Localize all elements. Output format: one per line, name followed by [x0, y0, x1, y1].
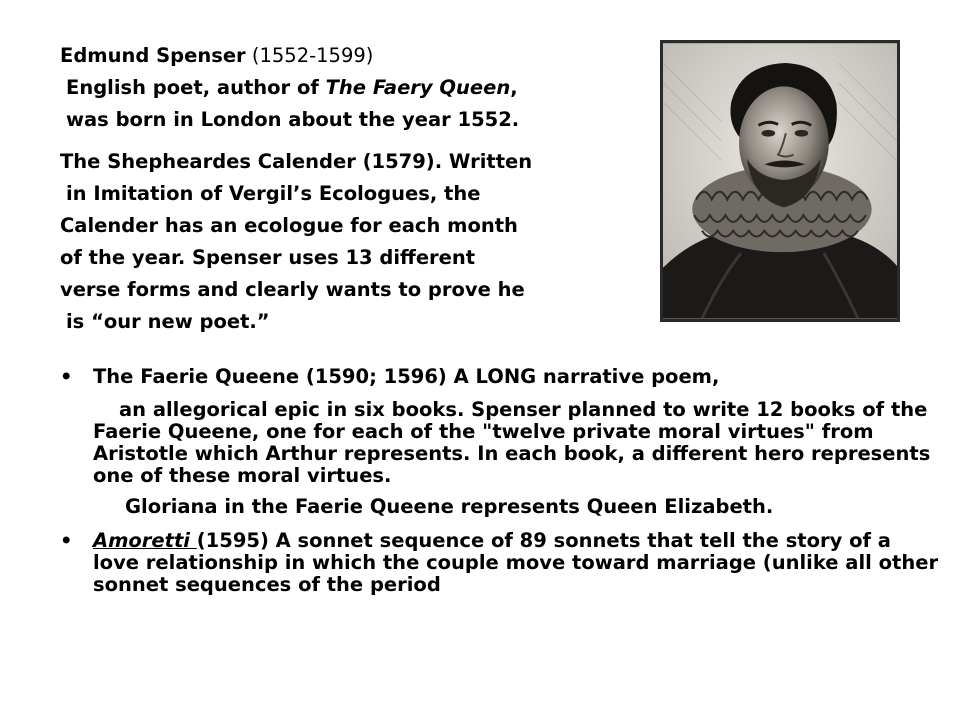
calender-line: of the year. Spenser uses 13 different [60, 246, 476, 269]
poet-dates: (1552-1599) [245, 44, 374, 67]
spenser-portrait [660, 40, 900, 322]
bullet-list [60, 361, 940, 596]
portrait-engraving-icon [663, 43, 897, 319]
gloriana-note [93, 491, 940, 523]
calender-line: in Imitation of Vergil’s Ecologues, the [66, 182, 481, 205]
faerie-queene-description [93, 399, 940, 487]
amoretti-title: Amoretti [93, 529, 197, 552]
amoretti-description [93, 525, 940, 596]
faerie-queene-description-first: an allegorical epic in six books. Spenser planned to write 12 [119, 398, 784, 421]
author-line [60, 72, 660, 104]
calender-line: verse forms and clearly wants to prove he [60, 278, 525, 301]
bullet-marker: • [60, 529, 73, 552]
poet-name: Edmund Spenser [60, 44, 246, 67]
calender-line: The Shepheardes Calender (1579). Written [60, 150, 533, 173]
calender-line: is “our new poet.” [66, 310, 270, 333]
list-item-amoretti [60, 525, 940, 596]
birth-line: was born in London about the year 1552. [66, 108, 520, 131]
list-item-faerie-queene [60, 361, 940, 523]
intro-text-block [60, 40, 660, 338]
amoretti-text: (1595) A sonnet sequence of 89 sonnets that tell the story of a love relationship in which the couple move toward marriage (unlike all other sonnet sequences of the period [93, 529, 939, 596]
author-line-suffix: , [510, 76, 518, 99]
calender-line: Calender has an ecologue for each month [60, 214, 518, 237]
calender-paragraph [60, 146, 660, 338]
faerie-queene-description-rest: books of the Faerie Queene, one for each of the "twelve private moral virtues" from Aristotle which Arthur represents. In each book, a different hero represents one of these moral virtues. [93, 398, 931, 487]
faerie-queene-heading: The Faerie Queene (1590; 1596) A LONG narrative poem, [93, 365, 720, 388]
faery-queen-title: The Faery Queen [325, 76, 511, 99]
author-line-prefix: English poet, author of [66, 76, 326, 99]
bullet-marker: • [60, 365, 73, 388]
title-line [60, 40, 660, 72]
gloriana-note-text: Gloriana in the Faerie Queene represents Queen Elizabeth. [125, 495, 774, 518]
